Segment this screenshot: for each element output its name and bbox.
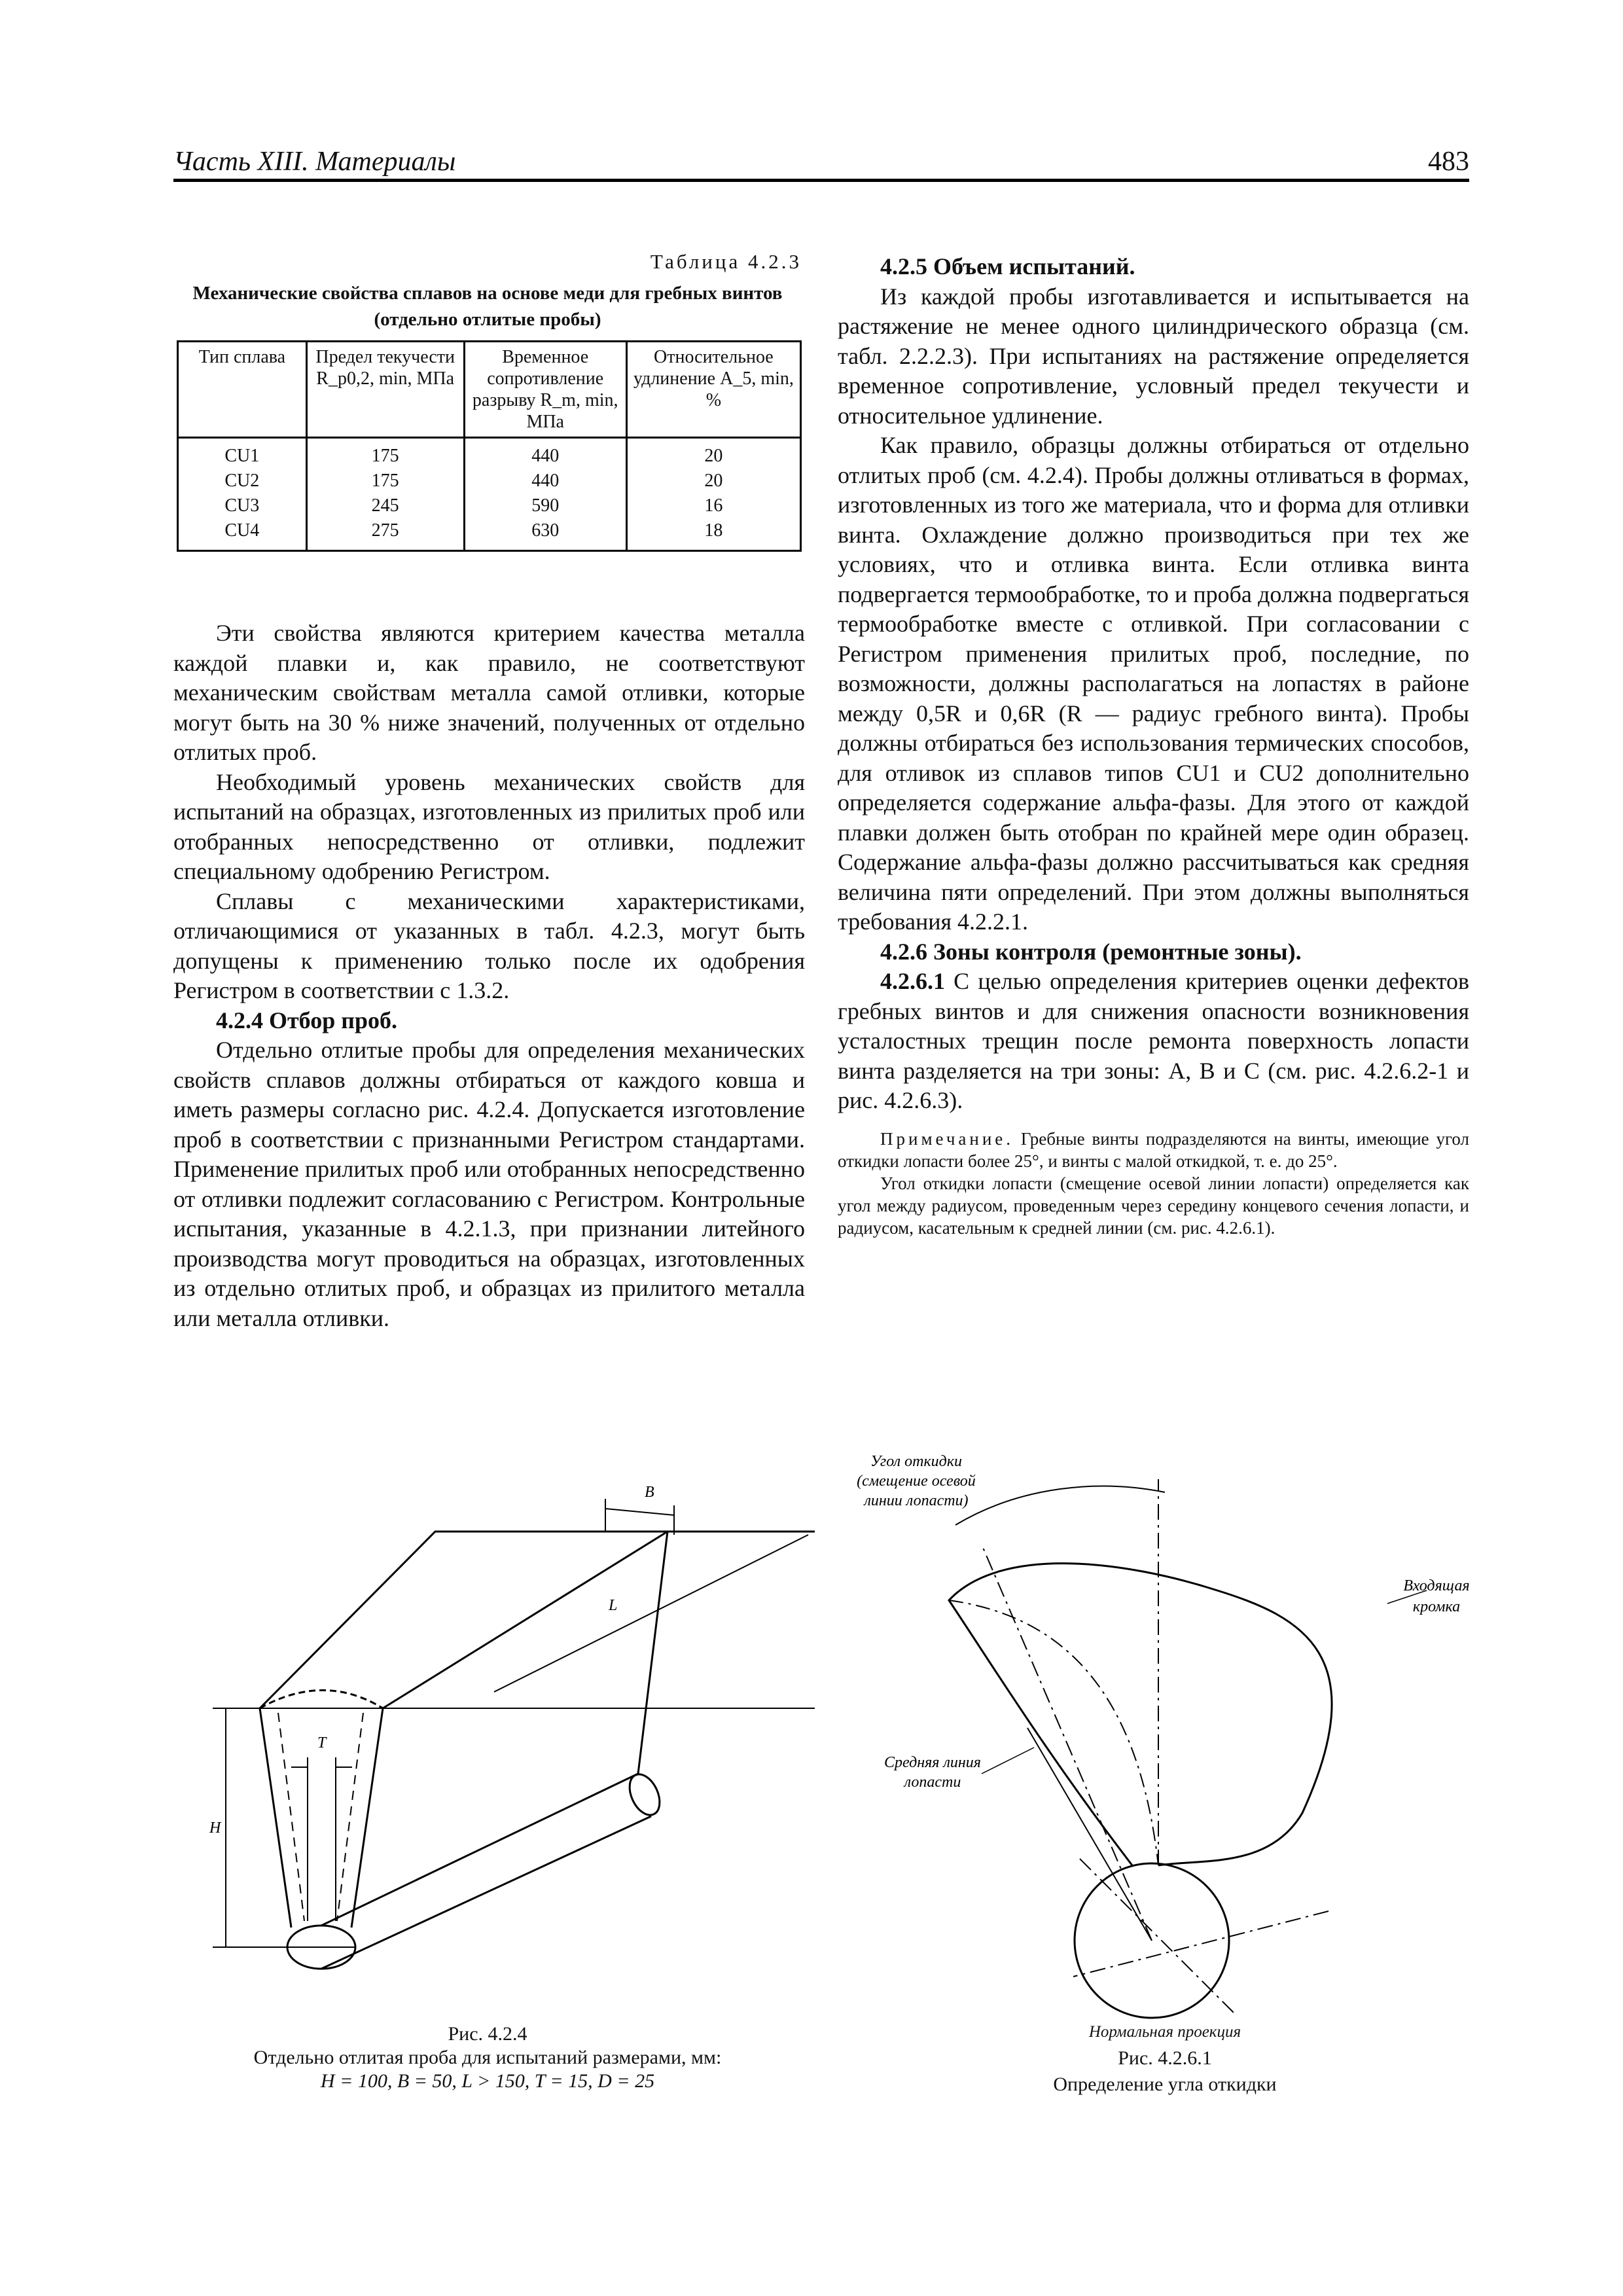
- section-heading-4-2-4: 4.2.4 Отбор проб.: [216, 1007, 397, 1033]
- label-rake-line3: линии лопасти): [864, 1492, 969, 1509]
- left-column-text: [173, 619, 805, 1333]
- header-rule: [173, 179, 1469, 182]
- table-cell: 175: [306, 438, 464, 469]
- table-cell: 440: [464, 438, 626, 469]
- table-cell: 18: [626, 518, 800, 551]
- table-row: [178, 469, 801, 493]
- radius-lines: [982, 1479, 1158, 1941]
- b-dimension: [605, 1499, 674, 1535]
- section-heading-4-2-6: 4.2.6 Зоны контроля (ремонтные зоны).: [880, 938, 1302, 965]
- running-header: [173, 141, 1469, 177]
- figure-4-2-6-1-caption: [851, 2019, 1479, 2098]
- clause-text: С целью определения критериев оценки дефектов гребных винтов и для снижения опасности возникновения усталостных трещин после ремонта поверхность лопасти винта разделяется на три зоны: A, B и C (см. рис. 4.2.6.2-1 и рис. 4.2.6.3).: [838, 968, 1469, 1113]
- table-caption: Механические свойства сплавов на основе меди для гребных винтов (отдельно отлитые пробы): [192, 283, 783, 330]
- blade-mid-line: [949, 1600, 1158, 1865]
- label-t: T: [317, 1734, 327, 1751]
- figure-4-2-4-caption: [173, 2022, 802, 2093]
- figure-4-2-6-1: [851, 1440, 1479, 2094]
- funnel-back: [638, 1532, 668, 1774]
- table-cell: 20: [626, 438, 800, 469]
- label-mid-line2: лопасти: [904, 1774, 961, 1791]
- label-leading-edge-line1: Входящая: [1403, 1577, 1470, 1594]
- paragraph: Как правило, образцы должны отбираться от отдельно отлитых проб (см. 4.2.4). Пробы должны отливаться в формах, изготовленных из того же материала, что и форма для отливки винта. Охлаждение должно производиться при тех же условиях, что и отливка винта. Если отливка винта подвергается термообработке, то и проба должна подвергаться термообработке вместе с отливкой. При согласовании с Регистром применения прилитых проб, последние, по возможности, должны располагаться на лопастях в районе между 0,5R и 0,6R (R — радиус гребного винта). Пробы должны отбираться без использования термических способов, для отливок из сплавов типов CU1 и CU2 дополнительно определяется содержание альфа-фазы. Для этого от каждой плавки должен быть отобран по крайней мере один образец. Содержание альфа-фазы должно рассчитываться как средняя величина пяти определений. При этом должны выполняться требования 4.2.2.1.: [838, 432, 1469, 935]
- caption-text: Определение угла откидки: [1053, 2073, 1277, 2095]
- hub-axes: [1073, 1859, 1329, 2016]
- page-number: 483: [1428, 147, 1469, 177]
- label-mid-line1: Средняя линия: [884, 1754, 981, 1771]
- table-row: [178, 438, 801, 469]
- sample-inner-edge: [383, 1532, 668, 1708]
- paragraph: Сплавы с механическими характеристиками, отличающимися от указанных в табл. 4.2.3, могут быть допущены к применению только после их одобрения Регистром в соответствии с 1.3.2.: [173, 888, 805, 1003]
- table-cell: CU2: [178, 469, 307, 493]
- table-cell: 175: [306, 469, 464, 493]
- caption-number: Рис. 4.2.6.1: [1118, 2047, 1212, 2069]
- table-label: Таблица 4.2.3: [650, 250, 802, 273]
- label-l: L: [609, 1597, 618, 1614]
- label-h: H: [209, 1820, 221, 1837]
- label-rake-line1: Угол откидки: [870, 1453, 963, 1470]
- figure-4-2-4: [187, 1469, 815, 2006]
- blade-outline: [949, 1564, 1332, 1865]
- section-heading-4-2-5: 4.2.5 Объем испытаний.: [880, 253, 1135, 279]
- note-block: [838, 1128, 1469, 1239]
- note-text: Угол откидки лопасти (смещение осевой линии лопасти) определяется как угол между радиусом, проведенным через середину концевого сечения лопасти, и радиусом, касательным к средней линии (см. рис. 4.2.6.1).: [838, 1173, 1469, 1238]
- running-title: Часть XIII. Материалы: [173, 147, 456, 177]
- table-header-cell: Относительное удлинение A_5, min, %: [626, 342, 800, 438]
- cylinder-body: [321, 1774, 651, 1969]
- label-leading-edge-line2: кромка: [1412, 1598, 1461, 1615]
- table-cell: 440: [464, 469, 626, 493]
- table-cell: 590: [464, 493, 626, 518]
- table-row: [178, 493, 801, 518]
- table-cell: CU3: [178, 493, 307, 518]
- table-cell: 16: [626, 493, 800, 518]
- label-rake-line2: (смещение осевой: [857, 1473, 976, 1490]
- table-header-cell: Временное сопротивление разрыву R_m, min, МПа: [464, 342, 626, 438]
- clause-number: 4.2.6.1: [880, 968, 945, 994]
- table-row: [178, 518, 801, 551]
- rake-arc: [955, 1486, 1165, 1525]
- table-cell: 630: [464, 518, 626, 551]
- paragraph: Необходимый уровень механических свойств для испытаний на образцах, изготовленных из прилитых проб или отобранных непосредственно от отливки, подлежит специальному одобрению Регистром.: [173, 768, 805, 884]
- funnel-right: [351, 1708, 383, 1928]
- paragraph: Из каждой пробы изготавливается и испытывается на растяжение не менее одного цилиндрического образца (см. табл. 2.2.2.3). При испытаниях на растяжение определяется временное сопротивление, условный предел текучести и относительное удлинение.: [838, 283, 1469, 429]
- caption-dimensions: H = 100, B = 50, L > 150, T = 15, D = 25: [320, 2070, 655, 2092]
- caption-text: Отдельно отлитая проба для испытаний размерами, мм:: [253, 2047, 722, 2068]
- projection-label: Нормальная проекция: [1088, 2023, 1241, 2041]
- label-leaders: [982, 1590, 1427, 1774]
- table-cell: CU1: [178, 438, 307, 469]
- table-cell: 275: [306, 518, 464, 551]
- funnel-rim: [260, 1691, 383, 1709]
- paragraph: Эти свойства являются критерием качества металла каждой плавки и, как правило, не соответствуют механическим свойствам металла самой отливки, которые могут быть на 30 % ниже значений, полученных от отдельно отлитых проб.: [173, 620, 805, 765]
- paragraph-4-2-6-1: [838, 967, 1469, 1116]
- note-label: Примечание.: [880, 1128, 1014, 1149]
- table-header-cell: Тип сплава: [178, 342, 307, 438]
- table-cell: CU4: [178, 518, 307, 551]
- tangent-line: [1027, 1728, 1152, 1941]
- label-b: B: [645, 1484, 654, 1501]
- note-text: Гребные винты подразделяются на винты, имеющие угол откидки лопасти более 25°, и винты с малой откидкой, т. е. до 25°.: [838, 1128, 1469, 1171]
- t-lines: [308, 1757, 336, 1921]
- properties-table: [177, 340, 802, 552]
- sample-top-edge: [260, 1532, 815, 1708]
- table-cell: 245: [306, 493, 464, 518]
- table-header-cell: Предел текучести R_p0,2, min, МПа: [306, 342, 464, 438]
- funnel-left: [260, 1708, 291, 1928]
- paragraph: Отдельно отлитые пробы для определения механических свойств сплавов должны отбираться от каждого ковша и иметь размеры согласно рис. 4.2.4. Допускается изготовление проб в соответствии с признанными Регистром стандартами. Применение прилитых проб или отобранных непосредственно от отливки подлежит согласованию с Регистром. Контрольные испытания, указанные в 4.2.1.3, при признании литейного производства могут проводиться на образцах, изготовленных из отдельно отлитых проб, и образцах из прилитого металла или металла отливки.: [173, 1037, 805, 1331]
- table-header-row: [178, 342, 801, 438]
- right-column-text: [838, 252, 1469, 1239]
- table-cell: 20: [626, 469, 800, 493]
- caption-number: Рис. 4.2.4: [448, 2023, 527, 2045]
